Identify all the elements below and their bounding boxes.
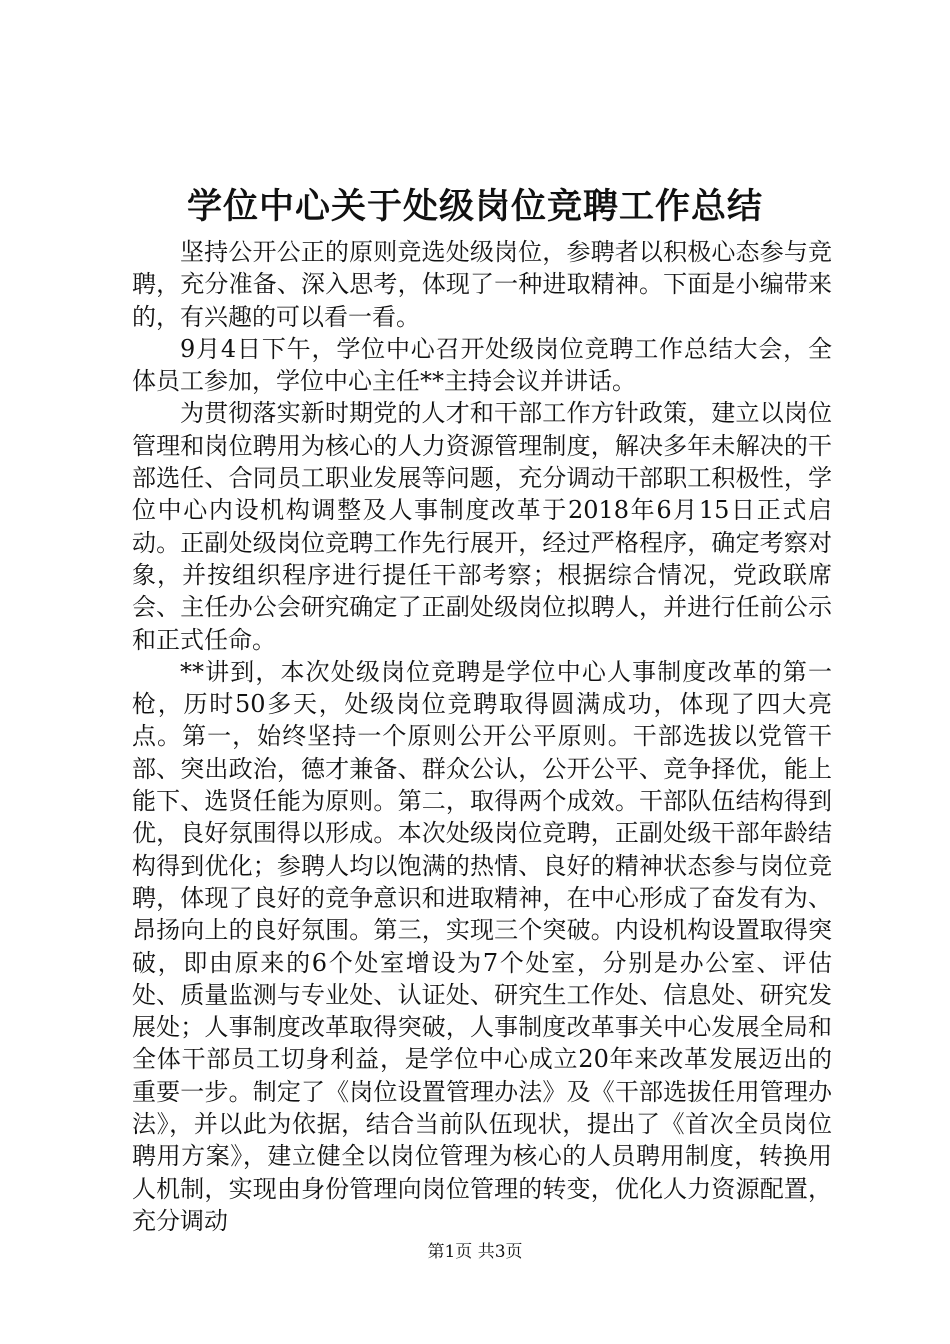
paragraph-intro: 坚持公开公正的原则竞选处级岗位，参聘者以积极心态参与竞聘，充分准备、深入思考，体现了一种进取精神。下面是小编带来的，有兴趣的可以看一看。 [132,238,832,331]
document-title: 学位中心关于处级岗位竞聘工作总结 [186,186,763,227]
paragraph-highlights: **讲到，本次处级岗位竞聘是学位中心人事制度改革的第一枪，历时50多天，处级岗位竞聘取得圆满成功，体现了四大亮点。第一，始终坚持一个原则公开公平原则。干部选拔以党管干部、突出政治，德才兼备、群众公认，公开公平、竞争择优，能上能下、选贤任能为原则。第二，取得两个成效。干部队伍结构得到优，良好氛围得以形成。本次处级岗位竞聘，正副处级干部年龄结构得到优化；参聘人均以饱满的热情、良好的精神状态参与岗位竞聘，体现了良好的竞争意识和进取精神，在中心形成了奋发有为、昂扬向上的良好氛围。第三，实现三个突破。内设机构设置取得突破，即由原来的6个处室增设为7个处室，分别是办公室、评估处、质量监测与专业处、认证处、研究生工作处、信息处、研究发展处；人事制度改革取得突破，人事制度改革事关中心发展全局和全体干部员工切身利益，是学位中心成立20年来改革发展迈出的重要一步。制定了《岗位设置管理办法》及《干部选拔任用管理办法》，并以此为依据，结合当前队伍现状，提出了《首次全员岗位聘用方案》，建立健全以岗位管理为核心的人员聘用制度，转换用人机制，实现由身份管理向岗位管理的转变，优化人力资源配置，充分调动 [132,657,832,1235]
paragraph-background: 为贯彻落实新时期党的人才和干部工作方针政策，建立以岗位管理和岗位聘用为核心的人力资源管理制度，解决多年未解决的干部选任、合同员工职业发展等问题，充分调动干部职工积极性，学位中心内设机构调整及人事制度改革于2018年6月15日正式启动。正副处级岗位竞聘工作先行展开，经过严格程序，确定考察对象，并按组织程序进行提任干部考察；根据综合情况，党政联席会、主任办公会研究确定了正副处级岗位拟聘人，并进行任前公示和正式任命。 [132,399,832,654]
document-body [132,236,832,1237]
page-number-footer: 第1页 共3页 [427,1242,523,1262]
paragraph-meeting: 9月4日下午，学位中心召开处级岗位竞聘工作总结大会，全体员工参加，学位中心主任**主持会议并讲话。 [132,334,832,396]
